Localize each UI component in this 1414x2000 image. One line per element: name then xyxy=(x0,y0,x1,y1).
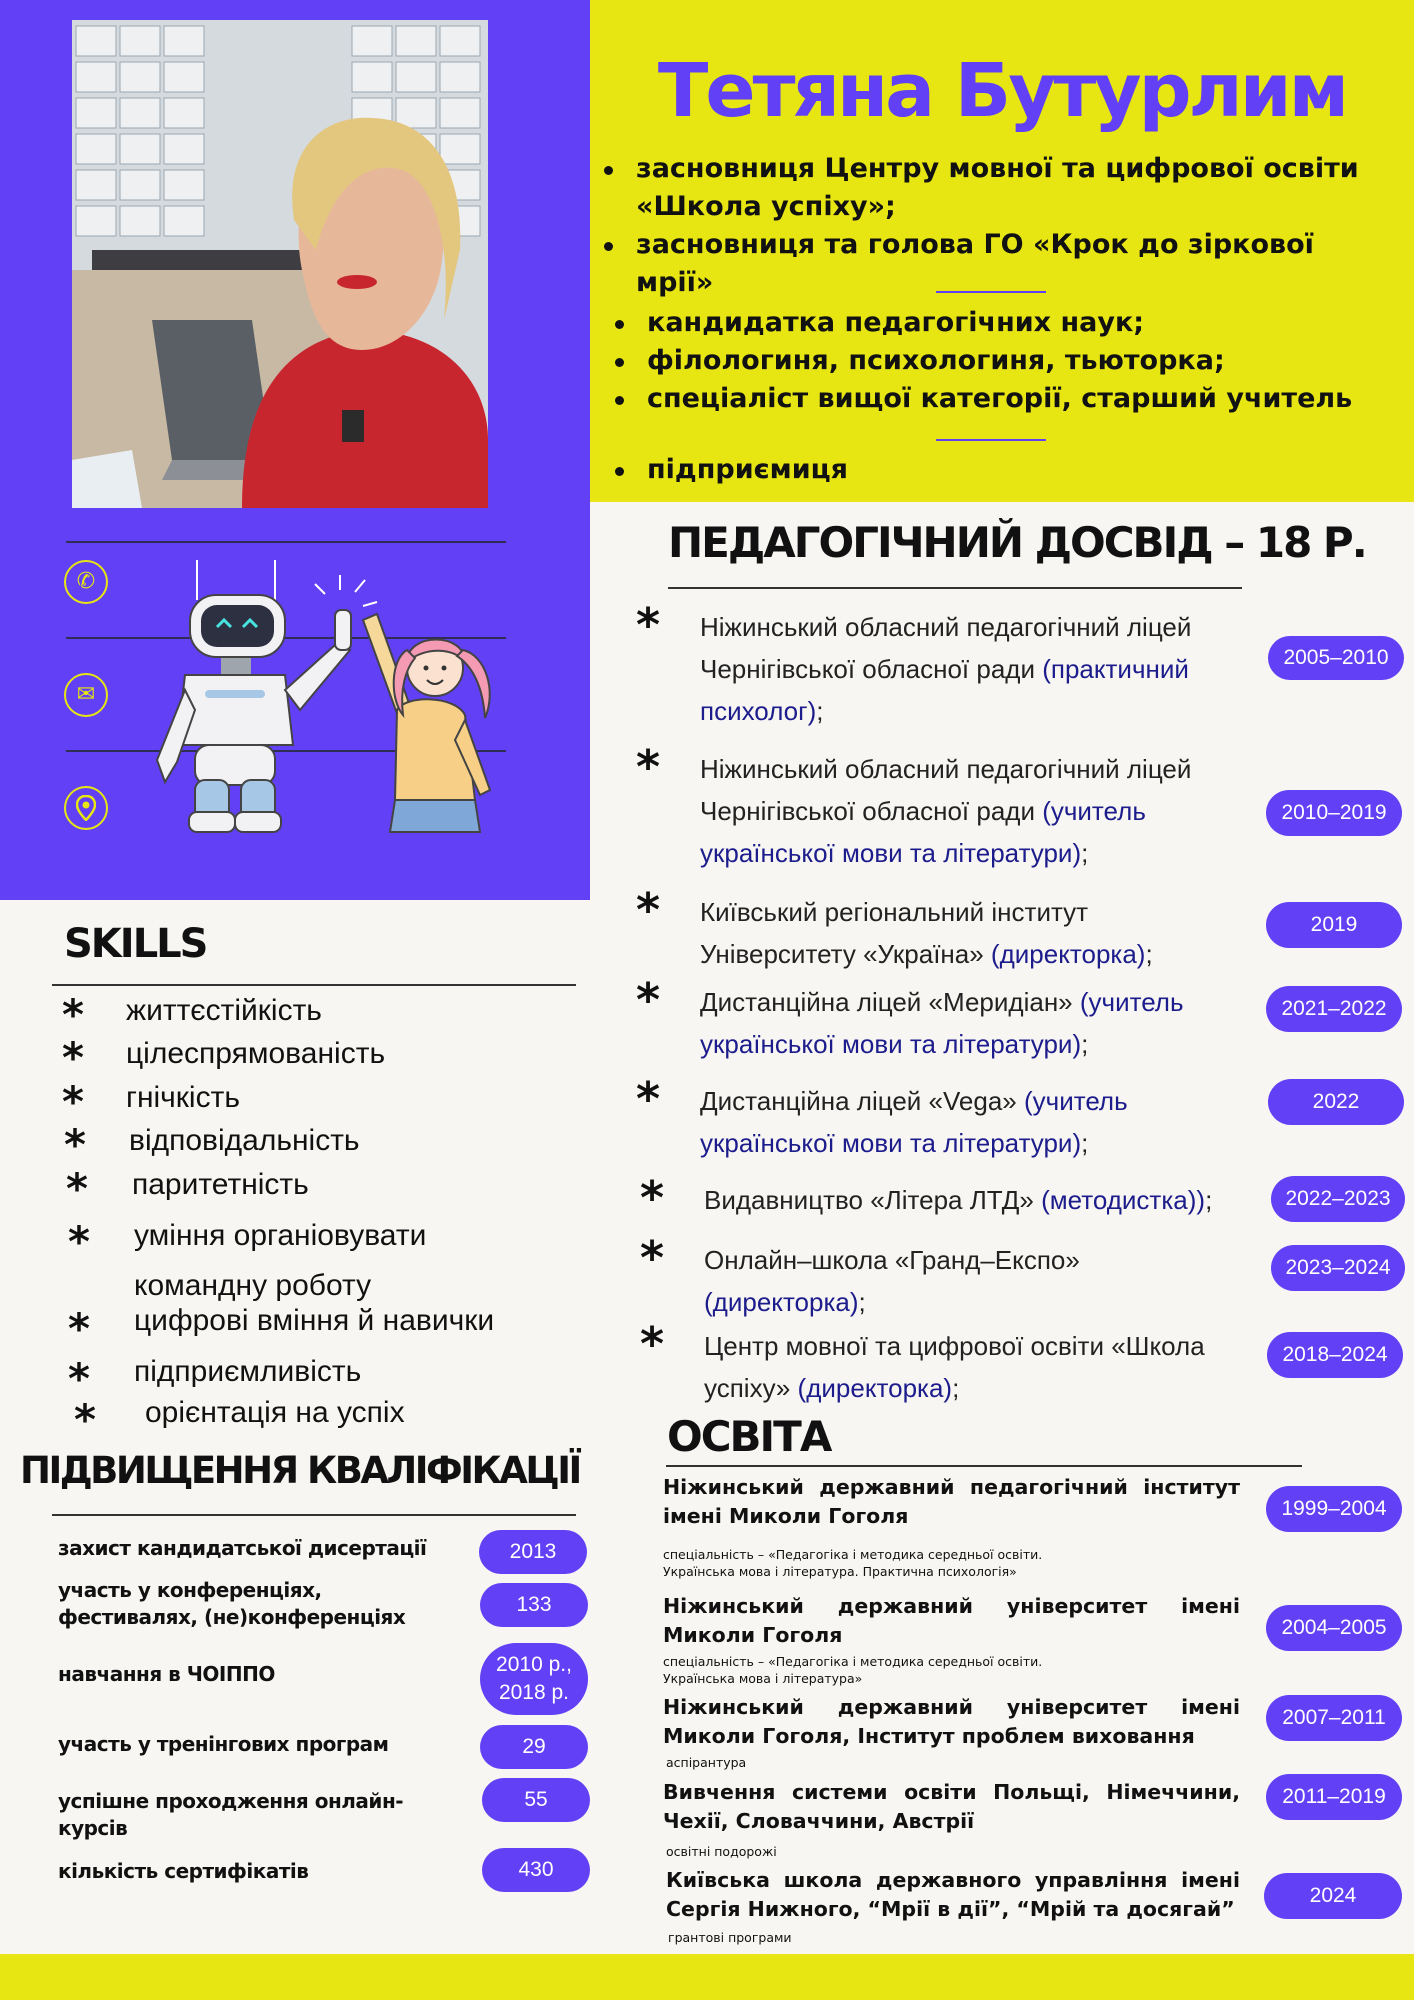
bullet-asterisk: * xyxy=(636,740,661,794)
bullet-asterisk: * xyxy=(64,1120,86,1169)
period-badge: 2023–2024 xyxy=(1271,1245,1405,1291)
punctuation: ; xyxy=(1081,1029,1089,1059)
qualification-value-badge: 430 xyxy=(482,1848,590,1892)
experience-item xyxy=(640,1171,1240,1225)
experience-role: (директорка) xyxy=(990,939,1146,969)
period-badge: 2021–2022 xyxy=(1266,986,1402,1032)
qualification-label: успішне проходження онлайн-курсів xyxy=(58,1789,404,1840)
role-item: засновниця та голова ГО «Крок до зіркової мрії» xyxy=(598,226,1368,302)
experience-role: (учитель української мови та літератури) xyxy=(700,1086,1128,1158)
education-note: спеціальність – «Педагогіка і методика середньої освіти. Українська мова і література. Практична психологія» xyxy=(663,1547,1043,1579)
role-item: засновниця Центру мовної та цифрової освіти «Школа успіху»; xyxy=(598,150,1368,226)
bullet-asterisk: * xyxy=(66,1164,88,1213)
role-item: підприємиця xyxy=(609,451,1379,489)
portrait-photo xyxy=(72,20,488,508)
education-note: освітні подорожі xyxy=(666,1844,777,1859)
skill-item: підприємливість xyxy=(134,1355,362,1388)
mail-icon[interactable]: ✉ xyxy=(64,673,108,717)
bullet-asterisk: * xyxy=(62,990,84,1039)
punctuation: ; xyxy=(1081,838,1089,868)
skill-item: командну роботу xyxy=(134,1269,372,1302)
period-badge: 2018–2024 xyxy=(1267,1332,1403,1378)
experience-item xyxy=(636,883,1236,975)
bullet-asterisk: * xyxy=(636,1072,661,1126)
experience-place: Київський регіональний інститут Університету «Україна» xyxy=(700,897,1089,969)
punctuation: ; xyxy=(1205,1185,1213,1215)
skills-title: SKILLS xyxy=(64,921,207,967)
period-badge: 2010–2019 xyxy=(1266,790,1402,836)
roles-divider xyxy=(936,291,1046,293)
bullet-asterisk: * xyxy=(640,1171,665,1225)
period-badge: 2022–2023 xyxy=(1271,1176,1405,1222)
qualification-label: участь у тренінгових програм xyxy=(58,1732,389,1756)
experience-place: Ніжинський обласний педагогічний ліцей Чернігівської обласної ради xyxy=(700,612,1192,684)
period-badge: 2019 xyxy=(1266,902,1402,948)
experience-role: (директорка) xyxy=(797,1373,953,1403)
bullet-asterisk: * xyxy=(62,1077,84,1126)
bullet-asterisk: * xyxy=(68,1354,90,1403)
role-item: філологиня, психологиня, тьюторка; xyxy=(609,342,1379,380)
punctuation: ; xyxy=(1081,1128,1089,1158)
punctuation: ; xyxy=(952,1373,960,1403)
experience-role: (директорка) xyxy=(704,1287,859,1317)
qualification-value-badge: 2013 xyxy=(479,1530,587,1574)
skill-item: гнічкість xyxy=(126,1081,240,1114)
qualification-label: кількість сертифікатів xyxy=(58,1859,309,1883)
experience-place: Центр мовної та цифрової освіти «Школа успіху» xyxy=(704,1331,1205,1403)
experience-role: (практичний психолог) xyxy=(700,654,1189,726)
experience-place: Ніжинський обласний педагогічний ліцей Чернігівської обласної ради xyxy=(700,754,1192,826)
education-institution: Ніжинський державний педагогічний інститут імені Миколи Гоголя xyxy=(663,1475,1240,1528)
bottom-band xyxy=(0,1954,1414,2000)
experience-item xyxy=(636,740,1236,874)
qualification-label: участь у конференціях, фестивалях, (не)конференціях xyxy=(58,1578,406,1629)
person-name: Тетяна Бутурлим xyxy=(657,48,1347,134)
skill-item: паритетність xyxy=(132,1168,309,1201)
bullet-asterisk: * xyxy=(74,1395,96,1444)
roles-divider xyxy=(936,439,1046,441)
roles-list-academic xyxy=(609,304,1379,418)
education-institution: Вивчення системи освіти Польщі, Німеччини, Чехії, Словаччини, Австрії xyxy=(663,1780,1240,1833)
period-badge: 2007–2011 xyxy=(1266,1695,1402,1741)
period-badge: 2022 xyxy=(1268,1079,1404,1125)
experience-item xyxy=(640,1231,1240,1323)
bullet-asterisk: * xyxy=(636,883,661,937)
period-badge: 2011–2019 xyxy=(1266,1774,1402,1820)
location-pin-icon[interactable] xyxy=(64,786,108,830)
phone-icon[interactable]: ✆ xyxy=(64,560,108,604)
experience-role: (методистка)) xyxy=(1041,1185,1206,1215)
punctuation: ; xyxy=(816,696,824,726)
education-divider xyxy=(666,1465,1302,1467)
skill-item: цифрові вміння й навички xyxy=(134,1304,495,1337)
education-institution: Ніжинський державний університет імені Миколи Гоголя, Інститут проблем виховання xyxy=(663,1695,1240,1748)
qualification-value-badge: 2010 р., 2018 р. xyxy=(480,1643,588,1715)
bullet-asterisk: * xyxy=(62,1033,84,1082)
qualification-value-badge: 55 xyxy=(482,1778,590,1822)
qualification-label: навчання в ЧОІППО xyxy=(58,1662,275,1686)
experience-title: ПЕДАГОГІЧНИЙ ДОСВІД – 18 Р. xyxy=(668,518,1366,567)
experience-divider xyxy=(668,587,1242,589)
skill-item: життєстійкість xyxy=(126,994,322,1027)
skill-item: цілеспрямованість xyxy=(126,1037,386,1070)
period-badge: 2024 xyxy=(1264,1873,1402,1919)
qualification-label: захист кандидатської дисертації xyxy=(58,1536,427,1560)
skill-item: уміння органіовувати xyxy=(134,1219,427,1252)
period-badge: 2004–2005 xyxy=(1266,1605,1402,1651)
qualification-value-badge: 29 xyxy=(480,1725,588,1769)
roles-list-founder xyxy=(598,150,1368,302)
qualification-value-badge: 133 xyxy=(480,1583,588,1627)
bullet-asterisk: * xyxy=(636,973,661,1027)
punctuation: ; xyxy=(858,1287,866,1317)
experience-place: Дистанційна ліцей «Vega» xyxy=(700,1086,1024,1116)
experience-place: Дистанційна ліцей «Меридіан» xyxy=(700,987,1080,1017)
period-badge: 1999–2004 xyxy=(1266,1486,1402,1532)
experience-item xyxy=(636,973,1236,1065)
punctuation: ; xyxy=(1145,939,1153,969)
contact-divider xyxy=(66,541,506,543)
bullet-asterisk: * xyxy=(636,598,661,652)
qualification-divider xyxy=(52,1514,576,1516)
period-badge: 2005–2010 xyxy=(1268,636,1404,680)
skills-divider xyxy=(52,984,576,986)
experience-item xyxy=(636,1072,1236,1164)
education-title: ОСВІТА xyxy=(667,1412,831,1461)
experience-role: (учитель української мови та літератури) xyxy=(700,987,1184,1059)
experience-item xyxy=(640,1317,1240,1409)
qualification-title: ПІДВИЩЕННЯ КВАЛІФІКАЦІЇ xyxy=(20,1449,580,1492)
experience-role: (учитель української мови та літератури) xyxy=(700,796,1146,868)
bullet-asterisk: * xyxy=(640,1231,665,1285)
role-item: кандидатка педагогічних наук; xyxy=(609,304,1379,342)
education-institution: Ніжинський державний університет імені Миколи Гоголя xyxy=(663,1594,1240,1647)
bullet-asterisk: * xyxy=(68,1304,90,1353)
skill-item: відповідальність xyxy=(129,1124,360,1157)
bullet-asterisk: * xyxy=(68,1217,90,1266)
robot-high-five-illustration xyxy=(135,550,515,840)
experience-item xyxy=(636,598,1236,732)
education-note: грантові програми xyxy=(668,1930,792,1945)
education-note: аспірантура xyxy=(666,1755,747,1770)
education-note: спеціальність – «Педагогіка і методика середньої освіти. Українська мова і література» xyxy=(663,1654,1043,1686)
education-institution: Київська школа державного управління імені Сергія Нижного, “Мрії в дії”, “Мрій та досягай” xyxy=(666,1868,1240,1921)
experience-place: Онлайн–школа «Гранд–Експо» xyxy=(704,1245,1080,1275)
experience-place: Видавництво «Літера ЛТД» xyxy=(704,1185,1042,1215)
role-item: спеціаліст вищої категорії, старший учитель xyxy=(609,380,1379,418)
skill-item: орієнтація на успіх xyxy=(145,1396,405,1429)
roles-list-business xyxy=(609,451,1379,489)
bullet-asterisk: * xyxy=(640,1317,665,1371)
